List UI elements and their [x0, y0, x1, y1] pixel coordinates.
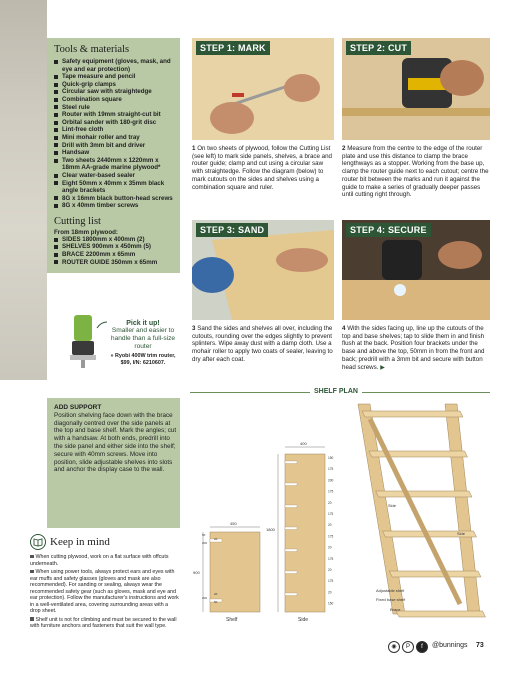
tools-item: Two sheets 2440mm x 1220mm x 18mm AA-grade marine plywood* [54, 157, 178, 172]
step1-label: STEP 1: MARK [196, 41, 270, 55]
plan-title: SHELF PLAN [310, 388, 362, 395]
tools-item: 8G x 16mm black button-head screws [54, 195, 178, 203]
support-heading: ADD SUPPORT [54, 404, 102, 411]
router-base [72, 341, 94, 355]
side-dimension: 20 [328, 590, 332, 595]
keep-list [30, 554, 180, 630]
keep-item: Shelf unit is not for climbing and must be secured to the wall with furniture anchors and fasteners that suit the wall type. [30, 617, 180, 630]
tools-item: Lint-free cloth [54, 126, 178, 134]
step4-num: 4 [342, 325, 346, 332]
step4-body: With the sides facing up, line up the cutouts of the top and base shelves; tap to slide them in and finish flush at the back. Position four brackets under the base and above the top, 50mm in from the front and back; predrill with a 3mm bit and secure with button head screws. [342, 325, 485, 371]
facebook-icon[interactable]: f [416, 641, 428, 653]
pinterest-icon[interactable]: P [402, 641, 414, 653]
router-image [68, 313, 98, 371]
unit-label-brace: Brace [390, 607, 401, 612]
footer-handle[interactable]: @bunnings [432, 642, 468, 649]
step3-photo [192, 220, 334, 320]
side-dimension: 150 [328, 456, 334, 460]
unit-label-side-right: Side [457, 531, 466, 536]
step3-label: STEP 3: SAND [196, 223, 268, 237]
unit-left-side [358, 404, 405, 614]
arrow-icon [95, 320, 109, 330]
keep-section [30, 534, 180, 632]
step3-num: 3 [192, 325, 196, 332]
step4-label: STEP 4: SECURE [346, 223, 431, 237]
side-dimension: 20 [328, 500, 332, 505]
shelf-plan-diagram [190, 399, 490, 629]
step3-body: Sand the sides and shelves all over, including the cutouts, rounding over the edges slightly to prevent splinters. Wipe away dust with a damp cloth. Use a mohair roller to apply two coats of sealer, leaving to dry after each coat. [192, 325, 333, 363]
tools-item: Tape measure and pencil [54, 73, 178, 81]
keep-header [30, 534, 180, 550]
side-dimension: 175 [328, 556, 334, 561]
shelf-dimension: 50 [214, 600, 218, 604]
unit-shelf [389, 571, 481, 577]
step1-text [192, 145, 334, 191]
cutting-item: SIDES 1800mm x 400mm (2) [54, 236, 178, 244]
side-slot [285, 461, 297, 464]
keep-item: When using power tools, always protect ears and eyes with ear muffs and safety glasses (gloves and mask are also recommended). For sanding or sealing, always wear the recommended safety gear (such as gloves, mask and eye and ear protection). Follow the manufacturer's instructions and work in a well-ventilated area, covering surrounding areas with a drop sheet. [30, 569, 179, 614]
tools-item: Drill with 3mm bit and driver [54, 142, 178, 150]
shelf-width-label: 450 [230, 521, 237, 526]
tools-item: Circular saw with straightedge [54, 88, 178, 96]
cutting-item: SHELVES 900mm x 450mm (5) [54, 243, 178, 251]
side-dimension: 150 [328, 601, 334, 606]
side-piece [285, 454, 325, 612]
side-caption: Side [298, 617, 309, 623]
tools-item: Combination square [54, 96, 178, 104]
tools-heading: Tools & materials [54, 44, 130, 55]
side-slot [285, 571, 297, 574]
tools-item: Orbital sander with 180-grit disc [54, 119, 178, 127]
tools-item: 8G x 40mm timber screws [54, 202, 178, 210]
side-dimension: 200 [328, 478, 334, 483]
unit-shelf [396, 611, 486, 617]
side-dimension: 175 [328, 579, 334, 584]
tools-section [54, 44, 178, 266]
side-dimension: 175 [328, 512, 334, 516]
step2-body: Measure from the centre to the edge of the router plate and use this distance to clamp the brace lengthways as a stopper. Working from the base up, clamp the router guide next to each cutout; centre the router bit between the marks and run it against the guide to make a series of gradually deeper passes until cutting right through. [342, 145, 489, 199]
cutting-item: ROUTER GUIDE 350mm x 65mm [54, 259, 178, 267]
shelf-height-label: 900 [193, 570, 200, 575]
side-dimension: 175 [328, 534, 334, 539]
pickup-title: Pick it up! [126, 320, 160, 327]
side-dimension: 20 [328, 545, 332, 550]
shelf-dimension: 200 [202, 596, 208, 600]
keep-heading: Keep in mind [50, 536, 110, 548]
side-dimension: 175 [328, 467, 334, 472]
step4-photo [342, 220, 490, 320]
tools-item: Steel rule [54, 104, 178, 112]
cutting-item: BRACE 2200mm x 65mm [54, 251, 178, 259]
support-body: Position shelving face down with the brace diagonally centred over the side panels at the top and base shelf. Mark the angles; cut with a handsaw. At both ends, predrill into the side panel and either side into the shelf; secure with 40mm screws. Move into position, slide adjustable shelves into slots and anchor the display case to the wall. [54, 411, 177, 474]
tools-item: Eight 50mm x 40mm x 35mm black angle brackets [54, 180, 178, 195]
step4-text [342, 325, 490, 371]
room-photo [0, 0, 47, 380]
step1-num: 1 [192, 145, 196, 152]
unit-label-adjustable: Adjustable shelf [376, 588, 405, 593]
pickup-text: Smaller and easier to handle than a full-size router [110, 327, 176, 350]
step2-label: STEP 2: CUT [346, 41, 411, 55]
shelf-dimension: 200 [202, 541, 208, 545]
tools-item: Quick-grip clamps [54, 81, 178, 89]
shelf-dimension: 50 [202, 533, 206, 537]
tools-list [54, 58, 178, 210]
side-dimension: 20 [328, 523, 332, 528]
side-slot [285, 483, 297, 486]
pickup-block [108, 320, 178, 367]
side-width-label: 400 [300, 441, 307, 446]
side-slot [285, 505, 297, 508]
side-dimension: 20 [328, 568, 332, 572]
step3-text [192, 325, 334, 364]
instagram-icon[interactable]: ◉ [388, 641, 400, 653]
cutting-subheading: From 18mm plywood: [54, 228, 118, 236]
step1-photo [192, 38, 334, 140]
shelf-dimension: 20 [214, 537, 218, 541]
side-slot [285, 593, 297, 596]
tools-item: Mini mohair roller and tray [54, 134, 178, 142]
step1-body: On two sheets of plywood, follow the Cutting List (see left) to mark side panels, shelves, a brace and router guide; clamp and cut using a circular saw with straightedge. Follow the diagram (below) to mark cutouts on the sides and shelves using a combination square and ruler. [192, 145, 332, 191]
pickup-product: » Ryobi 400W trim router, $99, I/N: 6210607. [110, 353, 176, 366]
unit-label-fixed-base: Fixed base shelf [376, 597, 406, 602]
cutting-list [54, 236, 178, 266]
side-slot [285, 549, 297, 552]
router-bit [81, 360, 85, 368]
tools-item: Router with 19mm straight-cut bit [54, 111, 178, 119]
shelf-caption: Shelf [226, 617, 238, 623]
router-body [74, 315, 92, 341]
unit-shelf [376, 491, 472, 497]
unit-label-side-left: Side [388, 503, 397, 508]
side-slot [285, 527, 297, 530]
shelf-dimension: 20 [214, 592, 218, 596]
step2-photo [342, 38, 490, 140]
assembled-unit [358, 404, 486, 617]
support-section [54, 404, 178, 474]
continue-arrow-icon: ▶ [380, 363, 385, 371]
side-height-label: 1800 [266, 527, 275, 532]
side-dimension: 175 [328, 489, 334, 494]
tools-item: Handsaw [54, 149, 178, 157]
step2-text [342, 145, 490, 199]
cutting-heading: Cutting list [54, 215, 101, 227]
unit-shelf [362, 411, 463, 417]
tools-item: Safety equipment (gloves, mask, and eye and ear protection) [54, 58, 178, 73]
page-number: 73 [476, 642, 484, 649]
step2-num: 2 [342, 145, 346, 152]
keep-item: When cutting plywood, work on a flat surface with offcuts underneath. [30, 554, 180, 567]
book-icon [30, 534, 46, 550]
router-plate [70, 355, 96, 360]
tools-item: Clear water-based sealer [54, 172, 178, 180]
